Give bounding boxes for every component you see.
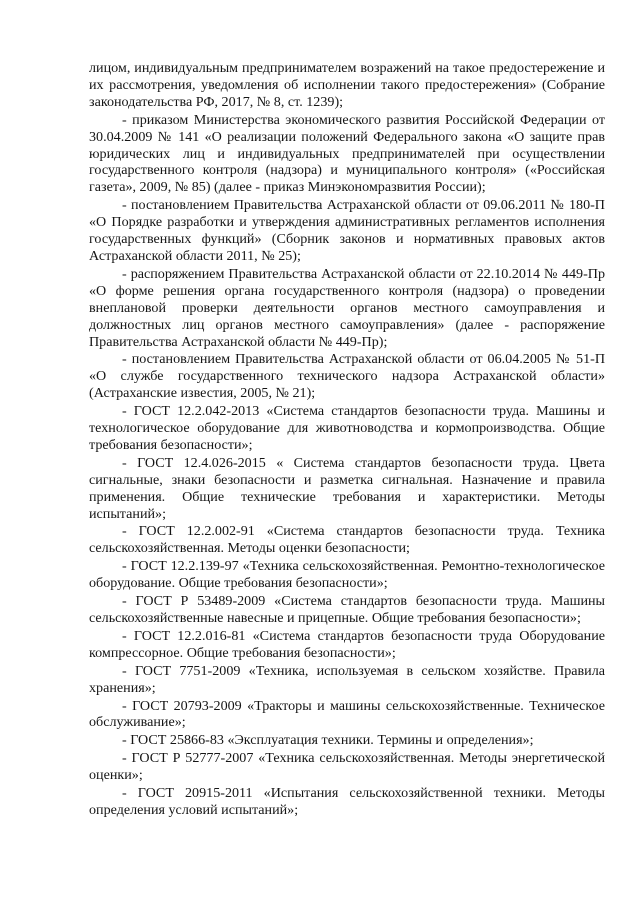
paragraph-gost-7751: - ГОСТ 7751-2009 «Техника, используемая в сельском хозяйстве. Правила хранения»; (89, 662, 605, 696)
paragraph-order-minekonomrazvitiya: - приказом Министерства экономического развития Российской Федерации от 30.04.2009 № 141 «О реализации положений Федерального закона «О защите прав юридических лиц и индивидуальных предпринимателей при осуществлении государственного контроля (надзора) и муниципального контроля» («Российская газета», 2009, № 85) (далее - приказ Минэкономразвития России); (89, 111, 605, 196)
paragraph-gost-12-4-026: - ГОСТ 12.4.026-2015 « Система стандартов безопасности труда. Цвета сигнальные, знаки безопасности и разметка сигнальная. Назначение и правила применения. Общие технические требования и характеристики. Методы испытаний»; (89, 454, 605, 522)
paragraph-gost-12-2-016: - ГОСТ 12.2.016-81 «Система стандартов безопасности труда Оборудование компрессорное. Общие требования безопасности»; (89, 627, 605, 661)
paragraph-resolution-180p: - постановлением Правительства Астраханской области от 09.06.2011 № 180-П «О Порядке разработки и утверждения административных регламентов исполнения государственных функций» (Сборник законов и нормативных правовых актов Астраханской области 2011, № 25); (89, 197, 605, 264)
paragraph-gost-12-2-002: - ГОСТ 12.2.002-91 «Система стандартов безопасности труда. Техника сельскохозяйственная. Методы оценки безопасности; (89, 523, 605, 557)
paragraph-gost-20793: - ГОСТ 20793-2009 «Тракторы и машины сельскохозяйственные. Техническое обслуживание»; (89, 697, 605, 731)
paragraph-gost-r-52777: - ГОСТ Р 52777-2007 «Техника сельскохозяйственная. Методы энергетической оценки»; (89, 750, 605, 784)
paragraph-gost-12-2-042: - ГОСТ 12.2.042-2013 «Система стандартов безопасности труда. Машины и технологическое оборудование для животноводства и кормопроизводства. Общие требования безопасности»; (89, 403, 605, 453)
paragraph-resolution-51p: - постановлением Правительства Астраханской области от 06.04.2005 № 51-П «О службе государственного технического надзора Астраханской области» (Астраханские известия, 2005, № 21); (89, 351, 605, 402)
paragraph-gost-r-53489: - ГОСТ Р 53489-2009 «Система стандартов безопасности труда. Машины сельскохозяйственные навесные и прицепные. Общие требования безопасности»; (89, 593, 605, 626)
document-body (89, 60, 605, 820)
paragraph-order-449pr: - распоряжением Правительства Астраханской области от 22.10.2014 № 449-Пр «О форме решения органа государственного контроля (надзора) о проведении внеплановой проверки деятельности органов местного самоуправления и должностных лиц органов местного самоуправления» (далее - распоряжение Правительства Астраханской области № 449-Пр); (89, 265, 605, 350)
paragraph-gost-20915: - ГОСТ 20915-2011 «Испытания сельскохозяйственной техники. Методы определения условий испытаний»; (89, 785, 605, 818)
paragraph-gost-25866: - ГОСТ 25866-83 «Эксплуатация техники. Термины и определения»; (122, 732, 534, 749)
paragraph-gost-12-2-139: - ГОСТ 12.2.139-97 «Техника сельскохозяйственная. Ремонтно-технологическое оборудование. Общие требования безопасности»; (89, 558, 605, 592)
paragraph-continuation: лицом, индивидуальным предпринимателем возражений на такое предостережение и их рассмотрения, уведомления об исполнении такого предостережения» (Собрание законодательства РФ, 2017, № 8, ст. 1239); (89, 60, 605, 110)
